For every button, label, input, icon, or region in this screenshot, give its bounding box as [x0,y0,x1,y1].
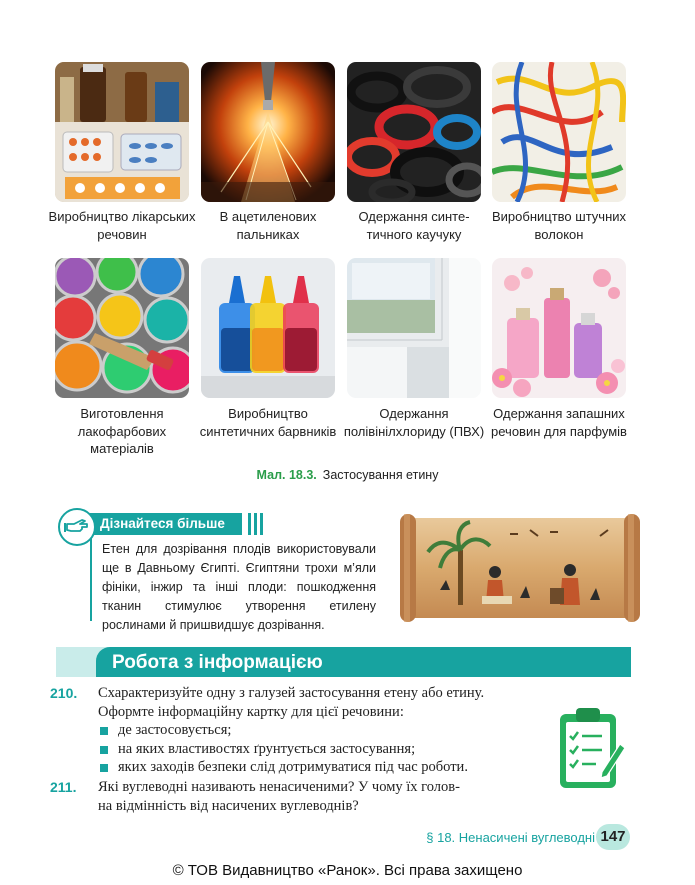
learn-more-paragraph: Етен для дозрівання плодів використовували ще в Давньому Єгипті. Єгиптяни трохи м’яли фініки, інжир та інші плоди: пошкодження тканин стимулює утворення етилену рослинами й пришвидшує дозрівання. [102,542,376,632]
pvc-window-photo [347,258,481,398]
figure-caption-1: Виробництво лікарських речовин [48,209,196,242]
figure-caption-4: Виробництво штучних волокон [491,209,627,242]
task-text-line: на відмінність від насичених вуглеводнів? [98,797,359,814]
page-number: 147 [596,824,630,850]
learn-more-text [102,540,376,635]
figure-label: Мал. 18.3. [256,468,317,482]
task-text-line: Які вуглеводні називають ненасиченими? У чому їх голов- [98,779,460,795]
list-item: яких заходів безпеки слід дотримуватися під час роботи. [98,758,530,777]
figure-caption-6: Виробництво синтетичних барвників [199,406,337,439]
medicines-photo [55,62,189,202]
section-title: Робота з інформацією [112,652,323,673]
figure-caption-3: Одержання синте-тичного каучуку [358,209,470,242]
task-bullet-list [98,721,530,777]
figure-caption [0,468,695,482]
list-item: де застосовується; [98,721,530,740]
task-number: 211. [50,779,77,795]
figure-caption-2: В ацетиленових пальниках [219,209,317,242]
figure-caption-8: Одержання запашних речовин для парфумів [491,406,627,439]
copyright-notice: © ТОВ Видавництво «Ранок». Всі права захищено [172,862,523,879]
egyptian-papyrus-scroll [400,510,640,626]
task-211 [50,778,530,815]
rubber-rings-photo [347,62,481,202]
running-footer: § 18. Ненасичені вуглеводні [426,830,595,845]
figure-caption-7: Одержання полівінілхлориду (ПВХ) [343,406,485,439]
learn-more-bars [248,513,268,535]
perfume-bottles-photo [492,258,626,398]
learn-more-rule [90,535,92,621]
acetylene-torch-photo [201,62,335,202]
figure-caption-5: Виготовлення лакофарбових матеріалів [77,406,167,456]
dye-bottles-photo [201,258,335,398]
task-text-line: Схарактеризуйте одну з галузей застосування етену або етину. [98,685,485,701]
paint-cans-photo [55,258,189,398]
learn-more-title: Дізнайтеся більше [100,516,225,531]
list-item: на яких властивостях ґрунтується застосування; [98,740,530,759]
synthetic-fibers-photo [492,62,626,202]
task-text-line: Оформте інформаційну картку для цієї речовини: [98,703,404,720]
hand-pointing-icon [58,508,96,546]
clipboard-checklist-icon [556,706,626,792]
task-210 [50,684,530,777]
figure-title: Застосування етину [322,468,439,482]
task-number: 210. [50,685,78,701]
